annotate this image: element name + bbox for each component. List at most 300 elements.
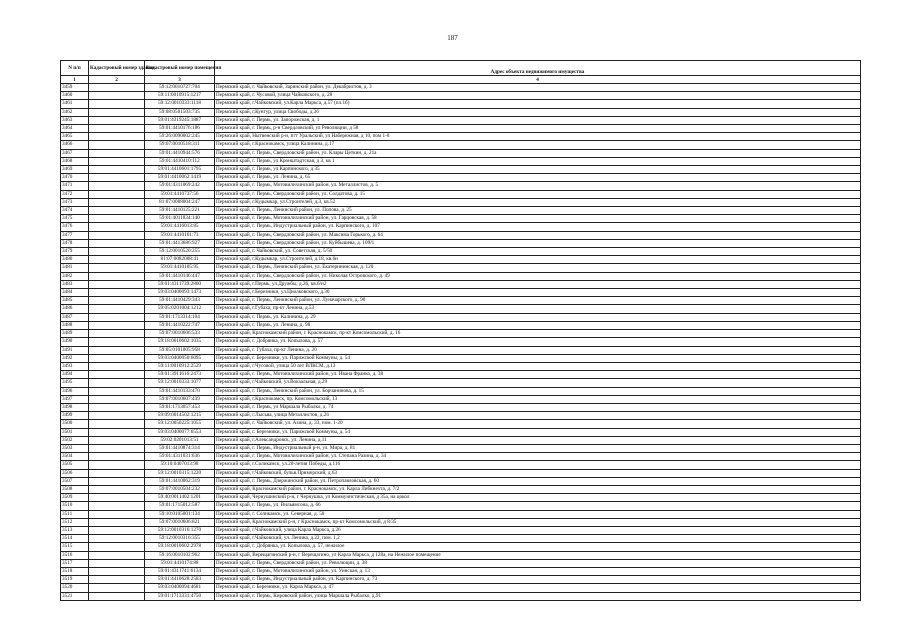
row-number: 3519 — [61, 576, 89, 584]
row-number: 3506 — [61, 469, 89, 477]
table-row — [61, 207, 861, 215]
premises-cadastral-cell: 59:01:4410176:186 — [145, 125, 215, 133]
building-cadastral-cell — [89, 215, 145, 223]
building-cadastral-cell — [89, 436, 145, 444]
premises-cadastral-cell: 59:12:0050225:1055 — [145, 420, 215, 428]
table-row — [61, 182, 861, 190]
building-cadastral-cell — [89, 108, 145, 116]
table-body — [61, 84, 861, 601]
address-cell: Пермский край, г. Пермь, Ленинский район, ул. Попова, д. 25 — [215, 207, 861, 215]
address-cell: Пермский край, г.Чусовой, улица 50 лет ВЛКСМ, д.13 — [215, 362, 861, 370]
table-row — [61, 584, 861, 592]
building-cadastral-cell — [89, 84, 145, 92]
address-cell: Пермский край, г. Пермь, ул. Вильямсона, д. 66 — [215, 502, 861, 510]
address-cell: Пермский край, г.Пермь, ул.Дружбы, д.26, кв.6/н2 — [215, 280, 861, 288]
address-cell: Пермский край, г. Пермь, Мотовилихинский район, ул. Ивана Франко, д. 38 — [215, 371, 861, 379]
table-row — [61, 502, 861, 510]
row-number: 3469 — [61, 166, 89, 174]
table-row — [61, 289, 861, 297]
row-number: 3474 — [61, 207, 89, 215]
building-cadastral-cell — [89, 321, 145, 329]
table-row — [61, 469, 861, 477]
premises-cadastral-cell: 59:01:4410874:314 — [145, 444, 215, 452]
row-number: 3480 — [61, 256, 89, 264]
premises-cadastral-cell: 59:02:0201013:51 — [145, 436, 215, 444]
table-row — [61, 108, 861, 116]
building-cadastral-cell — [89, 395, 145, 403]
premises-cadastral-cell: 81:07:0088004:247 — [145, 198, 215, 206]
address-cell: Пермский край, г.Лысьва, улица Металлистов, д.26 — [215, 412, 861, 420]
premises-cadastral-cell: 59:01:4319245:1887 — [145, 116, 215, 124]
row-number: 3507 — [61, 477, 89, 485]
address-cell: Пермский край, г. Чайковский, Заринский район, ул. Декабристов, д. 3 — [215, 84, 861, 92]
table-row — [61, 526, 861, 534]
address-cell: Пермский край, г. Добрянка, ул. Копылова, д. 57 — [215, 338, 861, 346]
table-row — [61, 477, 861, 485]
building-cadastral-cell — [89, 592, 145, 600]
building-cadastral-cell — [89, 231, 145, 239]
table-row — [61, 535, 861, 543]
row-number: 3508 — [61, 485, 89, 493]
address-cell: Пермский край, г.Чайковский, ул.Вокзальная, д.29 — [215, 379, 861, 387]
row-number: 3461 — [61, 100, 89, 108]
row-number: 3487 — [61, 313, 89, 321]
row-number: 3513 — [61, 526, 89, 534]
row-number: 3518 — [61, 567, 89, 575]
row-number: 3498 — [61, 403, 89, 411]
address-cell: Пермский край, г. Березники, ул. Карла Маркса, д. 47 — [215, 584, 861, 592]
premises-cadastral-cell: 59:01:1713331:4750 — [145, 592, 215, 600]
row-number: 3482 — [61, 272, 89, 280]
row-number: 3468 — [61, 157, 89, 165]
row-number: 3489 — [61, 330, 89, 338]
building-cadastral-cell — [89, 485, 145, 493]
table-row — [61, 494, 861, 502]
table-row — [61, 354, 861, 362]
table-row — [61, 461, 861, 469]
premises-cadastral-cell: 59:01:1715012:587 — [145, 502, 215, 510]
table-row — [61, 231, 861, 239]
address-cell: Пермский край, г. Пермь, Свердловский район, ул. Солдатова, д. 15 — [215, 190, 861, 198]
column-header-premises-cadastral: Кадастровый номер помещения — [145, 61, 215, 76]
row-number: 3512 — [61, 518, 89, 526]
table-row — [61, 395, 861, 403]
premises-cadastral-cell: 59:01:4311069:242 — [145, 182, 215, 190]
column-header-building-cadastral: Кадастровый номер здания — [89, 61, 145, 76]
address-cell: Пермский край, г. Чусовой, улица Чайковского, д. 28 — [215, 92, 861, 100]
building-cadastral-cell — [89, 420, 145, 428]
row-number: 3501 — [61, 428, 89, 436]
building-cadastral-cell — [89, 100, 145, 108]
row-number: 3504 — [61, 453, 89, 461]
row-number: 3514 — [61, 535, 89, 543]
row-number: 3500 — [61, 420, 89, 428]
building-cadastral-cell — [89, 535, 145, 543]
building-cadastral-cell — [89, 297, 145, 305]
column-header-num: N п/п — [61, 61, 89, 76]
address-cell: Пермский край, г. Пермь, Свердловский район, ул. Максима Горького, д. 64 — [215, 231, 861, 239]
building-cadastral-cell — [89, 567, 145, 575]
building-cadastral-cell — [89, 510, 145, 518]
premises-cadastral-cell: 59:07:0010606:533 — [145, 330, 215, 338]
row-number: 3467 — [61, 149, 89, 157]
address-cell: Пермский край, г. Губаха, пр-кт Ленина, д. 20 — [215, 346, 861, 354]
address-cell: Пермский край, г. Чайковский, ул. Советская, д. 5/50 — [215, 248, 861, 256]
row-number: 3511 — [61, 510, 89, 518]
table-row — [61, 313, 861, 321]
column-header-address: Адрес объекта недвижимого имущества — [215, 61, 861, 76]
address-cell: Пермский край, Краснокамский район, г. Краснокамск, пр-кт Комсомольский, д. 16 — [215, 330, 861, 338]
building-cadastral-cell — [89, 207, 145, 215]
row-number: 3496 — [61, 387, 89, 395]
table-row — [61, 387, 861, 395]
premises-cadastral-cell: 59:01:4410161:73 — [145, 231, 215, 239]
premises-cadastral-cell: 59:18:0010602:2978 — [145, 543, 215, 551]
address-cell: Пермский край, г. Пермь, Мотовилихинский район, ул. Степана Разина, д. 34 — [215, 453, 861, 461]
premises-cadastral-cell: 59:08:0501503:735 — [145, 108, 215, 116]
premises-cadastral-cell: 59:12:0010333:1077 — [145, 379, 215, 387]
building-cadastral-cell — [89, 338, 145, 346]
table-row — [61, 420, 861, 428]
premises-cadastral-cell: 59:07:0010518:311 — [145, 141, 215, 149]
premises-cadastral-cell: 59:01:4410062:319 — [145, 477, 215, 485]
building-cadastral-cell — [89, 477, 145, 485]
table-row — [61, 551, 861, 559]
premises-cadastral-cell: 59:01:4011834:140 — [145, 215, 215, 223]
table-row — [61, 198, 861, 206]
premises-cadastral-cell: 59:10:0105001:134 — [145, 510, 215, 518]
row-number: 3473 — [61, 198, 89, 206]
building-cadastral-cell — [89, 272, 145, 280]
table-row — [61, 559, 861, 567]
table-row — [61, 485, 861, 493]
premises-cadastral-cell: 59:12:0010520:255 — [145, 248, 215, 256]
address-cell: Пермский край, г. Пермь, Индустриальный район, ул. Карпинского, д. 107 — [215, 223, 861, 231]
address-cell: Пермский край, г. Пермь, Свердловский район, ул. Николая Островского, д. 49 — [215, 272, 861, 280]
building-cadastral-cell — [89, 518, 145, 526]
table-row — [61, 248, 861, 256]
address-cell: Пермский край, г. Чайковский, ул. Азина, д. 33, пом. 1-20 — [215, 420, 861, 428]
table-row — [61, 330, 861, 338]
table-row — [61, 125, 861, 133]
table-row — [61, 116, 861, 124]
building-cadastral-cell — [89, 116, 145, 124]
row-number: 3465 — [61, 133, 89, 141]
address-cell: Пермский край, г. Пермь, ул. Ленина, д. 98 — [215, 321, 861, 329]
row-number: 3492 — [61, 354, 89, 362]
premises-cadastral-cell: 59:01:4410062:1419 — [145, 174, 215, 182]
building-cadastral-cell — [89, 174, 145, 182]
building-cadastral-cell — [89, 133, 145, 141]
address-cell: Пермский край, г.Чайковский, ул. Ленина, д.22, пом. 1,2 — [215, 535, 861, 543]
address-cell: Пермский край, г. Пермь, Индустриальный район, ул. Карпинского, д. 73 — [215, 576, 861, 584]
premises-cadastral-cell: 59:01:3911616:2473 — [145, 371, 215, 379]
address-cell: Пермский край, г. Пермь, Мотовилихинский район, ул. Металлистов, д. 5 — [215, 182, 861, 190]
premises-cadastral-cell: 59:01:4311739:2800 — [145, 280, 215, 288]
premises-cadastral-cell: 59:03:0400094:4681 — [145, 584, 215, 592]
building-cadastral-cell — [89, 444, 145, 452]
premises-cadastral-cell: 59:03:0400093:1473 — [145, 289, 215, 297]
row-number: 3490 — [61, 338, 89, 346]
building-cadastral-cell — [89, 190, 145, 198]
premises-cadastral-cell: 59:09:0014502:1215 — [145, 412, 215, 420]
row-number: 3470 — [61, 174, 89, 182]
building-cadastral-cell — [89, 330, 145, 338]
address-cell: Пермский край, г.Кудымкар, ул.Строителей, д.3, кв.52 — [215, 198, 861, 206]
premises-cadastral-cell: 59:12:0010316:355 — [145, 535, 215, 543]
building-cadastral-cell — [89, 494, 145, 502]
premises-cadastral-cell: 59:01:4410429:343 — [145, 297, 215, 305]
table-row — [61, 166, 861, 174]
table-row — [61, 215, 861, 223]
table-row — [61, 371, 861, 379]
building-cadastral-cell — [89, 141, 145, 149]
premises-cadastral-cell: 59:05:0101005:958 — [145, 346, 215, 354]
premises-cadastral-cell: 59:01:4413686:927 — [145, 239, 215, 247]
premises-cadastral-cell: 59:12:0010315:1220 — [145, 469, 215, 477]
building-cadastral-cell — [89, 576, 145, 584]
building-cadastral-cell — [89, 584, 145, 592]
premises-cadastral-cell: 59:18:0010602:1035 — [145, 338, 215, 346]
address-cell: Пермский край, г.Краснокамск, улица Калинина, д.17 — [215, 141, 861, 149]
building-cadastral-cell — [89, 412, 145, 420]
table-row — [61, 510, 861, 518]
premises-cadastral-cell: 59:26:0090002:245 — [145, 133, 215, 141]
table-row — [61, 84, 861, 92]
row-number: 3516 — [61, 551, 89, 559]
premises-cadastral-cell: 59:01:1713314:104 — [145, 313, 215, 321]
premises-cadastral-cell: 59:01:4410628:2583 — [145, 576, 215, 584]
column-index: 4 — [215, 76, 861, 84]
row-number: 3479 — [61, 248, 89, 256]
row-number: 3491 — [61, 346, 89, 354]
building-cadastral-cell — [89, 428, 145, 436]
address-cell: Пермский край, г. Соликамск, ул. Северная, д. 50 — [215, 510, 861, 518]
building-cadastral-cell — [89, 502, 145, 510]
address-cell: Пермский край, г. Пермь, Ленинский район, ул. Луначарского, д. 90 — [215, 297, 861, 305]
row-number: 3493 — [61, 362, 89, 370]
building-cadastral-cell — [89, 157, 145, 165]
premises-cadastral-cell: 59:07:0010607:439 — [145, 395, 215, 403]
table-row — [61, 157, 861, 165]
address-cell: Пермский край, г. Пермь, Дзержинский район, ул. Петропавловская, д. 60 — [215, 477, 861, 485]
premises-cadastral-cell: 81:07:0082008:41 — [145, 256, 215, 264]
premises-cadastral-cell: 59:12:0010727:704 — [145, 84, 215, 92]
table-row — [61, 567, 861, 575]
building-cadastral-cell — [89, 346, 145, 354]
table-header-row — [61, 61, 861, 76]
building-cadastral-cell — [89, 371, 145, 379]
row-number: 3464 — [61, 125, 89, 133]
address-cell: Пермский край, г. Пермь, Ленинский район, ул. Борчанинова, д. 15 — [215, 387, 861, 395]
premises-cadastral-cell: 59:01:4410125:221 — [145, 207, 215, 215]
premises-cadastral-cell: 59:05:0201004:1212 — [145, 305, 215, 313]
address-cell: Пермский край, г.Губаха, пр-кт Ленина, д.53 — [215, 305, 861, 313]
premises-cadastral-cell: 59:40:0011402:1201 — [145, 494, 215, 502]
table-row — [61, 543, 861, 551]
premises-cadastral-cell: 59:16:0010102:962 — [145, 551, 215, 559]
address-cell: Пермский край, г. Пермь, ул. Запорожская, д. 1 — [215, 116, 861, 124]
address-cell: Пермский край, г. Пермь, ул Маршала Рыбалко, д. 74 — [215, 403, 861, 411]
table-row — [61, 346, 861, 354]
address-cell: Пермский край, г. Пермь, Свердловский район, ул. Клары Цеткин, д. 21а — [215, 149, 861, 157]
column-index: 2 — [89, 76, 145, 84]
building-cadastral-cell — [89, 526, 145, 534]
table-row — [61, 321, 861, 329]
premises-cadastral-cell: 59:01:4311741:6134 — [145, 567, 215, 575]
row-number: 3476 — [61, 223, 89, 231]
address-cell: Пермский край, г. Пермь, ул. Ленина, д. 65 — [215, 174, 861, 182]
building-cadastral-cell — [89, 387, 145, 395]
building-cadastral-cell — [89, 239, 145, 247]
premises-cadastral-cell: 59:01:4410146:447 — [145, 272, 215, 280]
table-row — [61, 149, 861, 157]
table-row — [61, 576, 861, 584]
premises-cadastral-cell: 59:01:4416013:85 — [145, 223, 215, 231]
building-cadastral-cell — [89, 543, 145, 551]
address-cell: Пермский край, г. Пермь, ул. Калинина, д. 29 — [215, 313, 861, 321]
table-row — [61, 239, 861, 247]
address-cell: Пермский край, Чернушинский р-н, г Чернушка, ул Коммунистическая, д 35а, на цокол — [215, 494, 861, 502]
table-row — [61, 436, 861, 444]
building-cadastral-cell — [89, 559, 145, 567]
premises-cadastral-cell: 59:01:4410222:747 — [145, 321, 215, 329]
address-cell: Пермский край, Верещагинский р-н, г Верещагино, ул Карла Маркса, д 128а, на Нежилое помещение — [215, 551, 861, 559]
premises-cadastral-cell: 59:07:0010606:821 — [145, 518, 215, 526]
row-number: 3497 — [61, 395, 89, 403]
address-cell: Пермский край, г. Пермь, Мотовилихинский район, ул. Гарцовская, д. 58 — [215, 215, 861, 223]
row-number: 3475 — [61, 215, 89, 223]
row-number: 3486 — [61, 305, 89, 313]
table-row — [61, 403, 861, 411]
premises-cadastral-cell: 59:01:4410174:88 — [145, 559, 215, 567]
premises-cadastral-cell: 59:01:1713057:453 — [145, 403, 215, 411]
table-row — [61, 412, 861, 420]
table-row — [61, 92, 861, 100]
building-cadastral-cell — [89, 354, 145, 362]
row-number: 3509 — [61, 494, 89, 502]
table-row — [61, 264, 861, 272]
address-cell: Пермский край, г.Березники, ул.Циолковского, д.30 — [215, 289, 861, 297]
column-index: 1 — [61, 76, 89, 84]
row-number: 3483 — [61, 280, 89, 288]
address-cell: Пермский край, г.Александровск, ул. Ленина, д.11 — [215, 436, 861, 444]
building-cadastral-cell — [89, 313, 145, 321]
table-row — [61, 174, 861, 182]
address-cell: Пермский край, г.Чайковский, бульв.Приморский, д.63 — [215, 469, 861, 477]
building-cadastral-cell — [89, 256, 145, 264]
address-cell: Пермский край, г. Пермь, Индустриальный р-н, ул. Мира, д. 81 — [215, 444, 861, 452]
row-number: 3502 — [61, 436, 89, 444]
table-row — [61, 297, 861, 305]
table-row — [61, 305, 861, 313]
row-number: 3466 — [61, 141, 89, 149]
row-number: 3459 — [61, 84, 89, 92]
row-number: 3515 — [61, 543, 89, 551]
row-number: 3484 — [61, 289, 89, 297]
row-number: 3462 — [61, 108, 89, 116]
premises-cadastral-cell: 59:11:0010912:2529 — [145, 362, 215, 370]
building-cadastral-cell — [89, 280, 145, 288]
building-cadastral-cell — [89, 248, 145, 256]
address-cell: Пермский край, Краснокамский район, г. Краснокамск, ул. Карла Либкнехта, д. 7/2 — [215, 485, 861, 493]
row-number: 3478 — [61, 239, 89, 247]
table-row — [61, 256, 861, 264]
building-cadastral-cell — [89, 453, 145, 461]
building-cadastral-cell — [89, 223, 145, 231]
row-number: 3510 — [61, 502, 89, 510]
table-row — [61, 444, 861, 452]
building-cadastral-cell — [89, 362, 145, 370]
building-cadastral-cell — [89, 182, 145, 190]
address-cell: Пермский край, г.Кудымкар, ул.Строителей, д.18, кв.6н — [215, 256, 861, 264]
premises-cadastral-cell: 59:01:4311031:636 — [145, 453, 215, 461]
premises-cadastral-cell: 59:10:0407013:98 — [145, 461, 215, 469]
table-row — [61, 272, 861, 280]
row-number: 3505 — [61, 461, 89, 469]
building-cadastral-cell — [89, 379, 145, 387]
address-cell: Пермский край, г. Пермь, Свердловский район, ул. Революции, д. 38 — [215, 559, 861, 567]
address-cell: Пермский край, г. Добрянка, ул. Копылова, д. 57, нежилое — [215, 543, 861, 551]
building-cadastral-cell — [89, 92, 145, 100]
building-cadastral-cell — [89, 551, 145, 559]
premises-cadastral-cell: 59:01:4410133:470 — [145, 387, 215, 395]
table-row — [61, 592, 861, 600]
row-number: 3495 — [61, 379, 89, 387]
address-cell: Пермский край, г. Пермь, Кировский район, улица Маршала Рыбалко, д.91 — [215, 592, 861, 600]
premises-cadastral-cell: 59:01:4410601:1795 — [145, 166, 215, 174]
table-row — [61, 428, 861, 436]
row-number: 3463 — [61, 116, 89, 124]
table-row — [61, 338, 861, 346]
building-cadastral-cell — [89, 166, 145, 174]
address-cell: Пермский край, г. Березники, ул. Парижской Коммуны, д. 54 — [215, 428, 861, 436]
row-number: 3499 — [61, 412, 89, 420]
address-cell: Пермский край, г. Пермь, Ленинский район, ул. Екатерининская, д. 120 — [215, 264, 861, 272]
page-number: 187 — [447, 34, 458, 42]
address-cell: Пермский край, г.Соликамск, ул.20-летия Победы, д.116 — [215, 461, 861, 469]
building-cadastral-cell — [89, 305, 145, 313]
building-cadastral-cell — [89, 198, 145, 206]
row-number: 3481 — [61, 264, 89, 272]
premises-cadastral-cell: 59:11:0010915:1217 — [145, 92, 215, 100]
address-cell: Пермский край, г.Чайковский, ул.Карла Маркса, д.57 (пл.1б) — [215, 100, 861, 108]
premises-cadastral-cell: 59:03:0400077:6553 — [145, 428, 215, 436]
table-row — [61, 453, 861, 461]
row-number: 3503 — [61, 444, 89, 452]
premises-cadastral-cell: 59:03:0400050:6095 — [145, 354, 215, 362]
address-cell: Пермский край, Нытвенский р-н, пгт Уральский, ул Набережная, д 10, пом 1-8 — [215, 133, 861, 141]
row-number: 3520 — [61, 584, 89, 592]
table-row — [61, 362, 861, 370]
table-row — [61, 133, 861, 141]
row-number: 3477 — [61, 231, 89, 239]
address-cell: Пермский край, г. Пермь, Свердловский район, ул. Куйбышева, д. 109/1 — [215, 239, 861, 247]
building-cadastral-cell — [89, 125, 145, 133]
premises-cadastral-cell: 59:12:0010333:1118 — [145, 100, 215, 108]
address-cell: Пермский край, г. Пермь, ул Карпинского, д 35 — [215, 166, 861, 174]
premises-cadastral-cell: 59:01:4410410:112 — [145, 157, 215, 165]
table-row — [61, 223, 861, 231]
address-cell: Пермский край, г.Кунгур, улица Свободы, д.36 — [215, 108, 861, 116]
premises-cadastral-cell: 59:12:0010316:1270 — [145, 526, 215, 534]
premises-cadastral-cell: 59:01:4410737:56 — [145, 190, 215, 198]
address-cell: Пермский край, г. Пермь, р-н Свердловский, ул Революции, д 58 — [215, 125, 861, 133]
column-index: 3 — [145, 76, 215, 84]
row-number: 3471 — [61, 182, 89, 190]
address-cell: Пермский край, Краснокамский р-н, г Краснокамск, пр-кт Комсомольский, д 8/35 — [215, 518, 861, 526]
address-cell: Пермский край, г.Краснокамск, пр. Комсомольский, 13 — [215, 395, 861, 403]
